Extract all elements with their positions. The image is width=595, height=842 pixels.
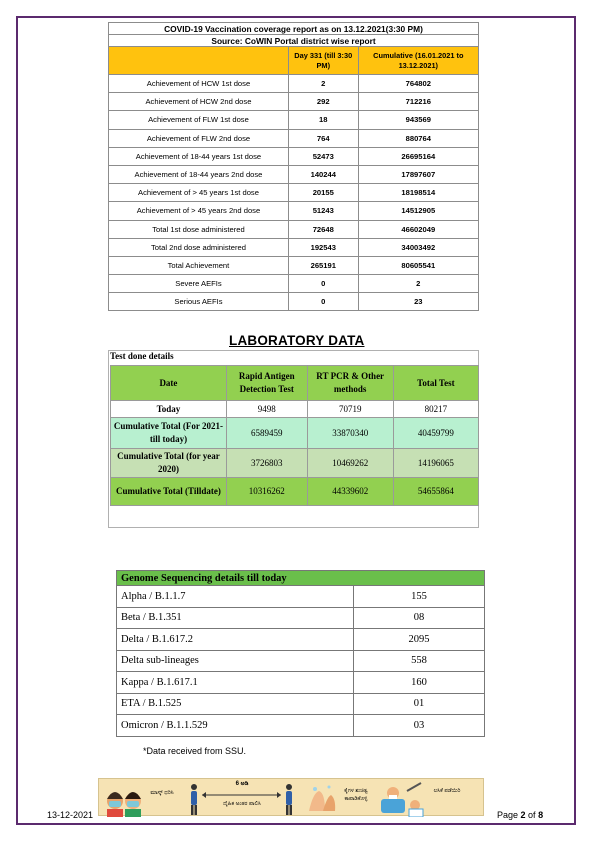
person-icon <box>191 784 197 815</box>
masked-person-icon <box>125 792 141 817</box>
row-label: Achievement of 18-44 years 1st dose <box>109 147 289 165</box>
row-day: 292 <box>288 93 358 111</box>
table-row <box>109 184 479 202</box>
row-cum: 26695164 <box>358 147 478 165</box>
lab-header-rtpcr: RT PCR & Other methods <box>307 366 393 401</box>
page-prefix: Page <box>497 810 521 820</box>
lab-table <box>110 365 479 506</box>
table-row <box>109 220 479 238</box>
page-of: of <box>525 810 539 820</box>
lab-row-rat: 6589459 <box>226 418 307 449</box>
row-cum: 17897607 <box>358 165 478 183</box>
row-cum: 23 <box>358 293 478 311</box>
page-current: 2 <box>520 810 526 820</box>
lab-row-rat: 3726803 <box>226 449 307 478</box>
row-cum: 80605541 <box>358 256 478 274</box>
table-row <box>111 418 479 449</box>
genome-table <box>116 570 485 737</box>
table-row <box>109 238 479 256</box>
lab-row-rtpcr: 70719 <box>307 401 393 418</box>
table-row <box>109 165 479 183</box>
table-row <box>117 607 485 629</box>
table-row <box>117 629 485 651</box>
row-day: 0 <box>288 275 358 293</box>
row-day: 764 <box>288 129 358 147</box>
genome-variant: Omicron / B.1.1.529 <box>117 715 354 737</box>
banner-illustration <box>99 779 485 817</box>
genome-count: 558 <box>354 650 485 672</box>
genome-count: 01 <box>354 693 485 715</box>
row-day: 18 <box>288 111 358 129</box>
genome-variant: Delta / B.1.617.2 <box>117 629 354 651</box>
row-day: 192543 <box>288 238 358 256</box>
vaccination-source: Source: CoWIN Portal district wise report <box>109 35 479 47</box>
banner-caption-mask: ಮಾಸ್ಕ್ ಧರಿಸಿ <box>150 790 174 796</box>
lab-row-total: 54655864 <box>393 478 478 506</box>
row-label: Achievement of > 45 years 1st dose <box>109 184 289 202</box>
lab-row-rtpcr: 33870340 <box>307 418 393 449</box>
lab-row-label: Cumulative Total (Tilldate) <box>111 478 227 506</box>
genome-count: 155 <box>354 586 485 608</box>
genome-count: 03 <box>354 715 485 737</box>
table-row <box>117 586 485 608</box>
genome-count: 08 <box>354 607 485 629</box>
row-day: 72648 <box>288 220 358 238</box>
lab-row-rtpcr: 44339602 <box>307 478 393 506</box>
row-label: Achievement of HCW 1st dose <box>109 75 289 93</box>
masked-person-icon <box>107 792 123 817</box>
table-row <box>109 147 479 165</box>
row-cum: 712216 <box>358 93 478 111</box>
page-number <box>497 810 543 820</box>
row-label: Achievement of FLW 2nd dose <box>109 129 289 147</box>
banner-caption-vaccine: ಲಸಿಕೆ ಪಡೆಯಿರಿ <box>433 788 461 794</box>
row-label: Achievement of > 45 years 2nd dose <box>109 202 289 220</box>
table-row <box>109 111 479 129</box>
covid-appropriate-behaviour-banner <box>98 778 484 816</box>
row-label: Achievement of HCW 2nd dose <box>109 93 289 111</box>
row-label: Total Achievement <box>109 256 289 274</box>
table-row <box>117 650 485 672</box>
table-row <box>109 293 479 311</box>
row-cum: 18198514 <box>358 184 478 202</box>
lab-subheading: Test done details <box>110 351 174 361</box>
row-cum: 2 <box>358 275 478 293</box>
banner-distance-label: 6 ಅಡಿ <box>235 781 249 787</box>
table-row <box>117 693 485 715</box>
row-cum: 34003492 <box>358 238 478 256</box>
row-label: Total 2nd dose administered <box>109 238 289 256</box>
table-row <box>109 275 479 293</box>
lab-row-total: 14196065 <box>393 449 478 478</box>
row-cum: 943569 <box>358 111 478 129</box>
lab-row-label: Cumulative Total (for year 2020) <box>111 449 227 478</box>
distance-arrow-icon <box>202 792 281 798</box>
table-row <box>109 93 479 111</box>
row-label: Serious AEFIs <box>109 293 289 311</box>
lab-row-rat: 9498 <box>226 401 307 418</box>
row-day: 265191 <box>288 256 358 274</box>
row-day: 2 <box>288 75 358 93</box>
row-label: Achievement of 18-44 years 2nd dose <box>109 165 289 183</box>
row-day: 52473 <box>288 147 358 165</box>
table-row <box>109 202 479 220</box>
genome-variant: Kappa / B.1.617.1 <box>117 672 354 694</box>
banner-caption-distance: ದೈಹಿಕ ಅಂತರ ಪಾಲಿಸಿ <box>223 801 261 807</box>
row-day: 140244 <box>288 165 358 183</box>
lab-row-label: Cumulative Total (For 2021- till today) <box>111 418 227 449</box>
genome-variant: Delta sub-lineages <box>117 650 354 672</box>
table-row <box>109 129 479 147</box>
genome-count: 2095 <box>354 629 485 651</box>
data-source-note: *Data received from SSU. <box>143 746 247 756</box>
lab-header-total: Total Test <box>393 366 478 401</box>
footer-date: 13-12-2021 <box>47 810 94 820</box>
header-cumulative: Cumulative (16.01.2021 to 13.12.2021) <box>358 47 478 75</box>
table-row <box>111 478 479 506</box>
lab-row-total: 40459799 <box>393 418 478 449</box>
row-cum: 46602049 <box>358 220 478 238</box>
vaccination-table <box>108 22 479 311</box>
table-row <box>109 75 479 93</box>
lab-row-total: 80217 <box>393 401 478 418</box>
row-cum: 14512905 <box>358 202 478 220</box>
table-row <box>111 449 479 478</box>
table-row <box>117 672 485 694</box>
person-icon <box>286 784 292 815</box>
vaccination-icon <box>381 783 423 817</box>
header-blank <box>109 47 289 75</box>
lab-row-rat: 10316262 <box>226 478 307 506</box>
table-row <box>111 401 479 418</box>
row-cum: 764802 <box>358 75 478 93</box>
header-day: Day 331 (till 3:30 PM) <box>288 47 358 75</box>
lab-row-rtpcr: 10469262 <box>307 449 393 478</box>
table-row <box>117 715 485 737</box>
genome-count: 160 <box>354 672 485 694</box>
row-label: Achievement of FLW 1st dose <box>109 111 289 129</box>
lab-row-label: Today <box>111 401 227 418</box>
row-day: 0 <box>288 293 358 311</box>
lab-header-date: Date <box>111 366 227 401</box>
banner-caption-hands: ಕೈಗಳ ಶುಚಿತ್ವ ಕಾಪಾಡಿಕೊಳ್ಳಿ <box>344 788 368 802</box>
row-label: Total 1st dose administered <box>109 220 289 238</box>
lab-heading: LABORATORY DATA <box>229 333 365 348</box>
lab-header-rat: Rapid Antigen Detection Test <box>226 366 307 401</box>
table-row <box>109 256 479 274</box>
row-day: 51243 <box>288 202 358 220</box>
genome-variant: ETA / B.1.525 <box>117 693 354 715</box>
row-cum: 880764 <box>358 129 478 147</box>
genome-variant: Beta / B.1.351 <box>117 607 354 629</box>
row-label: Severe AEFIs <box>109 275 289 293</box>
genome-variant: Alpha / B.1.1.7 <box>117 586 354 608</box>
page-total: 8 <box>538 810 544 820</box>
vaccination-title: COVID-19 Vaccination coverage report as on 13.12.2021(3:30 PM) <box>109 23 479 35</box>
row-day: 20155 <box>288 184 358 202</box>
hand-wash-icon <box>309 786 335 812</box>
genome-heading: Genome Sequencing details till today <box>117 571 485 586</box>
